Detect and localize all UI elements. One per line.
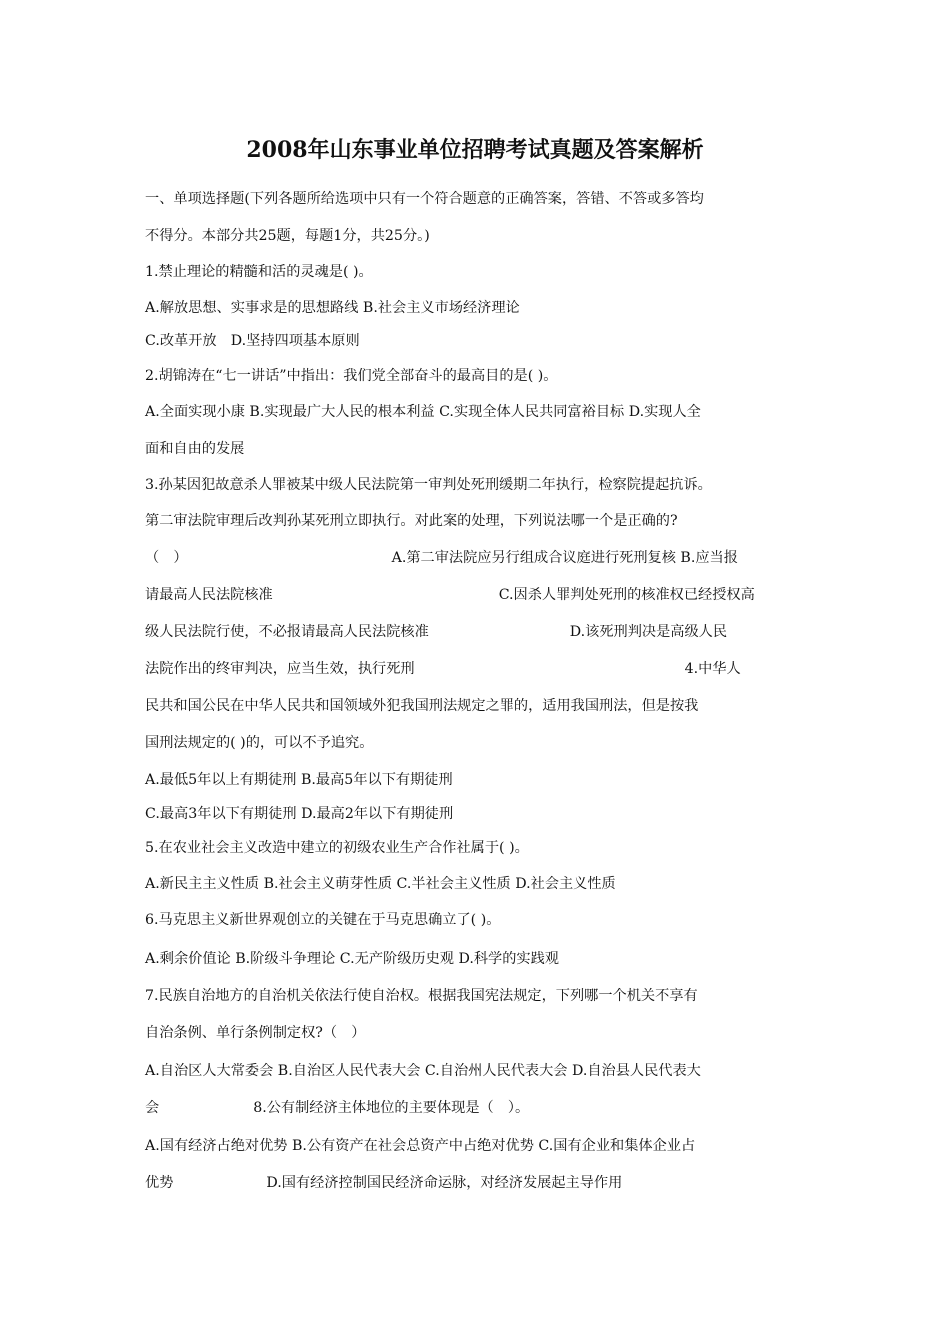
question-2-options-line-1: A.全面实现小康 B.实现最广大人民的根本利益 C.实现全体人民共同富裕目标 D.实现人全 — [145, 404, 701, 420]
question-3-line-2: 第二审法院审理后改判孙某死刑立即执行。对此案的处理，下列说法哪一个是正确的? — [145, 513, 678, 529]
question-6-options: A.剩余价值论 B.阶级斗争理论 C.无产阶级历史观 D.科学的实践观 — [145, 951, 559, 967]
option-text: 请最高人民法院核准 — [145, 587, 273, 603]
option-text: 会 — [145, 1100, 160, 1116]
question-4-line-2: 民共和国公民在中华人民共和国领域外犯我国刑法规定之罪的，适用我国刑法，但是按我 — [145, 698, 699, 714]
question-3-line-5 — [145, 622, 727, 642]
document-title: 2008年山东事业单位招聘考试真题及答案解析 — [246, 137, 704, 163]
question-3-line-1: 3.孙某因犯故意杀人罪被某中级人民法院第一审判处死刑缓期二年执行，检察院提起抗诉。 — [145, 477, 712, 493]
option-text: 级人民法院行使，不必报请最高人民法院核准 — [145, 624, 429, 640]
question-8: 8.公有制经济主体地位的主要体现是（ ）。 — [253, 1100, 530, 1116]
section-heading-line-1: 一、单项选择题(下列各题所给选项中只有一个符合题意的正确答案，答错、不答或多答均 — [145, 191, 704, 207]
question-4-options-c-d: C.最高3年以下有期徒刑 D.最高2年以下有期徒刑 — [145, 806, 454, 822]
question-2-options-line-2: 面和自由的发展 — [145, 441, 245, 457]
question-1: 1.禁止理论的精髓和活的灵魂是( )。 — [145, 264, 373, 280]
question-8-options-line-2 — [145, 1173, 622, 1193]
question-3-line-4 — [145, 585, 755, 605]
question-7-options-line-1: A.自治区人大常委会 B.自治区人民代表大会 C.自治州人民代表大会 D.自治县人民代表大 — [145, 1063, 701, 1079]
question-4-line-3: 国刑法规定的( )的，可以不予追究。 — [145, 735, 374, 751]
question-3-line-6 — [145, 659, 741, 679]
question-1-options-c-d: C.改革开放 D.坚持四项基本原则 — [145, 333, 360, 349]
question-5-options: A.新民主主义性质 B.社会主义萌芽性质 C.半社会主义性质 D.社会主义性质 — [145, 876, 616, 892]
option-text: C.因杀人罪判处死刑的核准权已经授权高 — [498, 587, 755, 603]
question-2: 2.胡锦涛在“七一讲话”中指出：我们党全部奋斗的最高目的是( )。 — [145, 368, 558, 384]
option-text: D.国有经济控制国民经济命运脉，对经济发展起主导作用 — [266, 1175, 623, 1191]
question-7-line-1: 7.民族自治地方的自治机关依法行使自治权。根据我国宪法规定，下列哪一个机关不享有 — [145, 988, 698, 1004]
question-8-options-line-1: A.国有经济占绝对优势 B.公有资产在社会总资产中占绝对优势 C.国有企业和集体企业占 — [145, 1138, 696, 1154]
option-text: 法院作出的终审判决，应当生效，执行死刑 — [145, 661, 415, 677]
question-5: 5.在农业社会主义改造中建立的初级农业生产合作社属于( )。 — [145, 840, 529, 856]
option-text: D.该死刑判决是高级人民 — [569, 624, 728, 640]
question-4-options-a-b: A.最低5年以上有期徒刑 B.最高5年以下有期徒刑 — [145, 772, 453, 788]
answer-blank: （ ） — [145, 550, 188, 566]
question-7-options-line-2 — [145, 1098, 529, 1118]
option-text: 优势 — [145, 1175, 174, 1191]
question-7-line-2: 自治条例、单行条例制定权?（ ） — [145, 1025, 366, 1041]
question-1-options-a-b: A.解放思想、实事求是的思想路线 B.社会主义市场经济理论 — [145, 300, 520, 316]
question-4-start: 4.中华人 — [684, 661, 741, 677]
question-6: 6.马克思主义新世界观创立的关键在于马克思确立了( )。 — [145, 912, 501, 928]
option-text: A.第二审法院应另行组成合议庭进行死刑复核 B.应当报 — [391, 550, 738, 566]
question-3-line-3 — [145, 548, 738, 568]
section-heading-line-2: 不得分。本部分共25题，每题1分，共25分。) — [145, 228, 430, 244]
